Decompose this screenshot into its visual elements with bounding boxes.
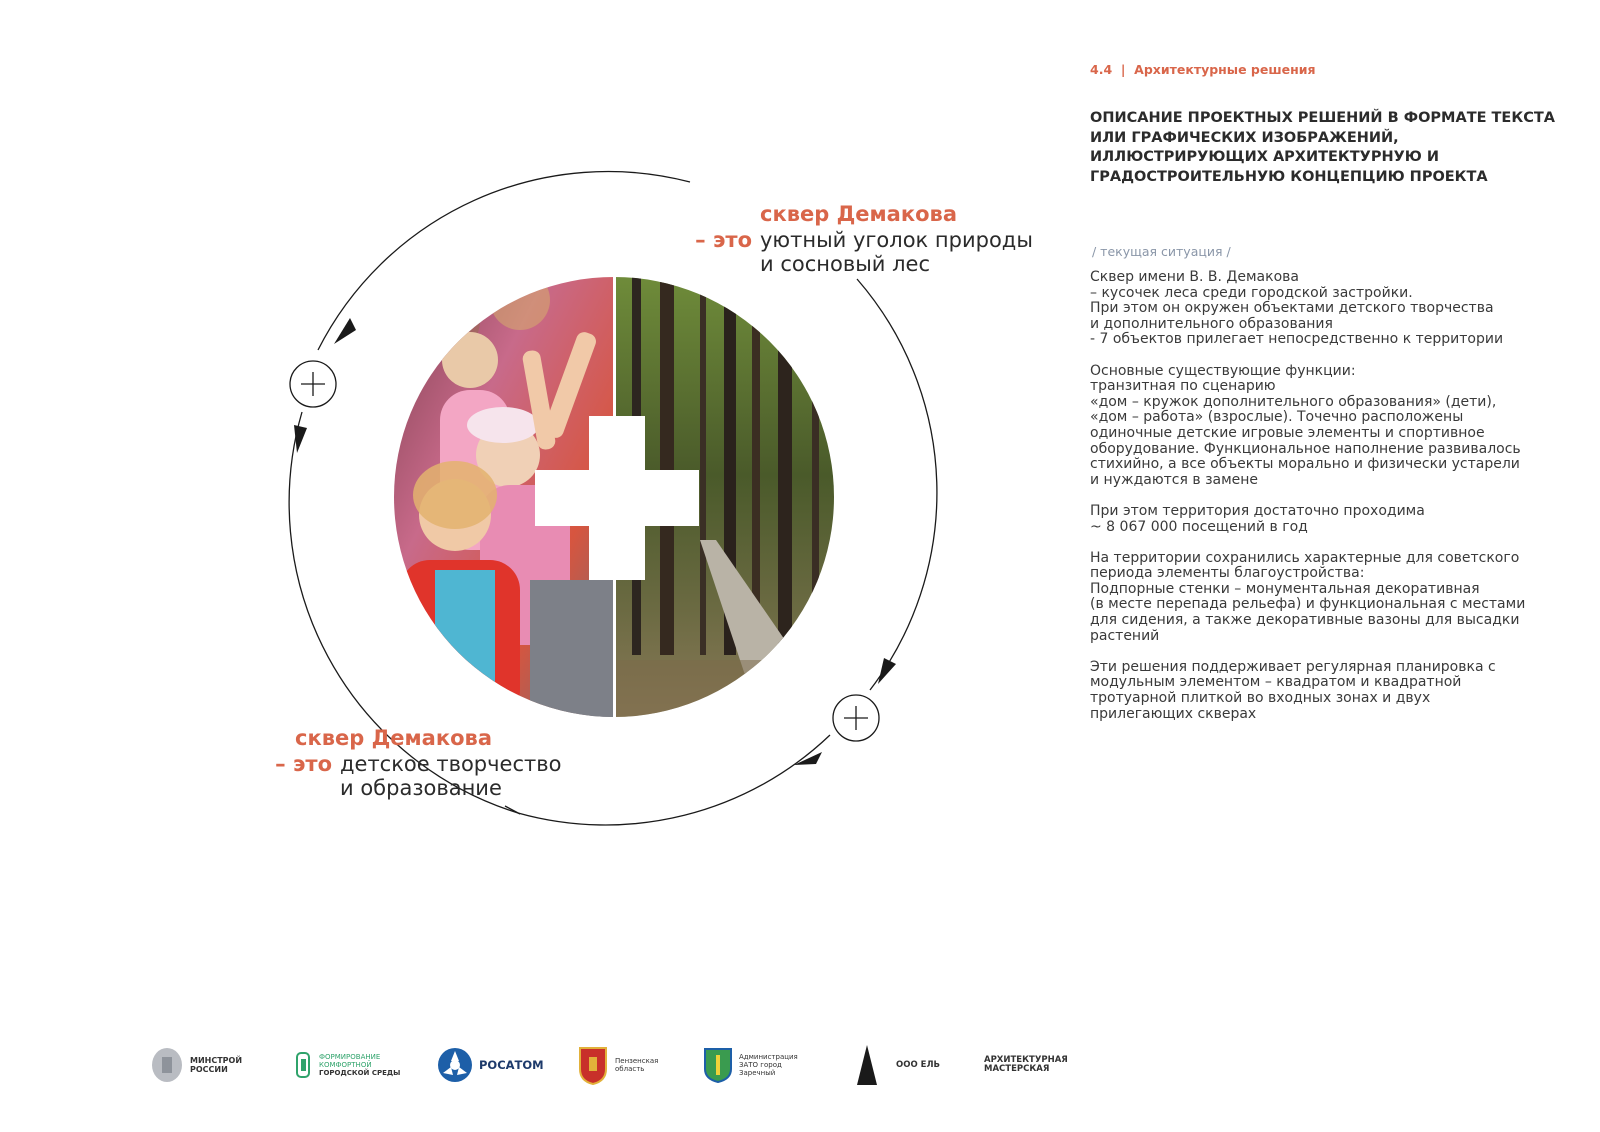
section-separator: | [1120,62,1126,77]
logo-el [856,1040,940,1090]
text-line: – кусочек леса среди городской застройки. [1090,284,1413,301]
logo-text: область [615,1065,645,1073]
arrowhead-icon [878,658,896,684]
text-line: периода элементы благоустройства: [1090,565,1365,582]
text-line: Сквер имени В. В. Демакова [1090,269,1299,285]
text-line: - 7 объектов прилегает непосредственно к территории [1090,331,1504,348]
callout-nature-text-2: и сосновый лес [760,252,931,276]
fir-tree-icon [856,1044,878,1086]
callout-nature-title: сквер Демакова [760,202,957,226]
callout-education-text-2: и образование [340,776,502,800]
paragraph-3 [1090,504,1565,535]
paragraph-5 [1090,660,1565,722]
text-line: растений [1090,627,1160,644]
plus-circle-icon-left [290,361,336,407]
text-line: Подпорные стенки – монументальная декоративная [1090,580,1480,597]
coat-of-arms-icon [577,1045,609,1085]
text-line: одиночные детские игровые элементы и спортивное [1090,424,1485,441]
section-title: Архитектурные решения [1134,62,1316,77]
text-line: для сидения, а также декоративные вазоны для высадки [1090,612,1520,629]
arrowhead-icon [334,318,356,344]
logo-text: ООО ЕЛЬ [896,1059,940,1070]
text-line: прилегающих скверах [1090,705,1257,722]
callout-education-dash: – это [275,752,332,776]
logo-text: ЗАТО город [739,1061,782,1069]
callout-nature [688,202,1033,278]
logo-zarechny [703,1040,798,1090]
logo-arch [978,1040,1130,1090]
plus-circle-icon-right [833,695,879,741]
logo-text: КОМФОРТНОЙ [319,1061,372,1069]
logo-text: Администрация [739,1053,798,1061]
logo-text: РОСАТОМ [479,1057,544,1072]
logo-text: ФОРМИРОВАНИЕ [319,1053,381,1061]
logo-penza [577,1040,658,1090]
arrowhead-icon [294,425,307,453]
text-line: При этом территория достаточно проходима [1090,502,1425,519]
gorsreda-mark-icon [295,1049,313,1081]
text-line: ~ 8 067 000 посещений в год [1090,518,1308,535]
text-line: «дом – работа» (взрослые). Точечно расположены [1090,409,1464,426]
text-line: оборудование. Функциональное наполнение развивалось [1090,440,1521,457]
partner-logos [150,1040,1130,1090]
body-text [1090,270,1565,738]
page-title: ОПИСАНИЕ ПРОЕКТНЫХ РЕШЕНИЙ В ФОРМАТЕ ТЕКСТА ИЛИ ГРАФИЧЕСКИХ ИЗОБРАЖЕНИЙ, ИЛЛЮСТРИРУЮЩИХ АРХИТЕКТУРНУЮ И ГРАДОСТРОИТЕЛЬНУЮ КОНЦЕПЦИЮ ПРОЕКТА [1090,110,1555,185]
text-line: На территории сохранились характерные для советского [1090,549,1520,566]
photo-collage [390,270,841,720]
text-line: Эти решения поддерживает регулярная планировка с [1090,658,1496,675]
logo-minstroy [150,1040,242,1090]
orbit-arc-right [857,279,937,690]
text-line: модульным элементом – квадратом и квадратной [1090,674,1462,691]
text-line: стихийно, а все объекты морально и физически устарели [1090,456,1520,473]
text-line: тротуарной плиткой во входных зонах и двух [1090,690,1431,707]
logo-text: Пензенская [615,1057,659,1065]
logo-gorsreda [295,1040,400,1090]
logo-text: Заречный [739,1069,776,1077]
callout-nature-dash: – это [695,228,752,252]
callout-education-title: сквер Демакова [295,726,492,750]
logo-text: АРХИТЕКТУРНАЯ МАСТЕРСКАЯ [984,1055,1068,1074]
text-line: и нуждаются в замене [1090,471,1259,488]
callout-education-text-1: детское творчество [340,752,562,776]
eagle-emblem-icon [150,1045,184,1085]
paragraph-2 [1090,364,1565,489]
text-line: транзитная по сценарию [1090,378,1276,395]
text-line: «дом – кружок дополнительного образования» (дети), [1090,393,1497,410]
orbit-arc-bottom [518,735,830,825]
text-line: и дополнительного образования [1090,315,1333,332]
section-header [1090,62,1316,77]
text-line: (в месте перепада рельефа) и функциональная с местами [1090,596,1526,613]
text-line: При этом он окружен объектами детского творчества [1090,300,1494,317]
logo-text: МИНСТРОЙ [190,1056,243,1065]
zarechny-arms-icon [703,1047,733,1083]
callout-nature-text-1: уютный уголок природы [760,228,1033,252]
rosatom-atom-icon [437,1047,473,1083]
situation-label: / текущая ситуация / [1092,244,1231,259]
paragraph-4 [1090,551,1565,645]
callout-education [268,726,561,802]
logo-text: ГОРОДСКОЙ СРЕДЫ [319,1069,401,1077]
text-line: Основные существующие функции: [1090,362,1356,379]
logo-text: РОССИИ [190,1065,228,1074]
section-number: 4.4 [1090,62,1113,77]
paragraph-1 [1090,270,1565,348]
logo-rosatom [437,1040,544,1090]
